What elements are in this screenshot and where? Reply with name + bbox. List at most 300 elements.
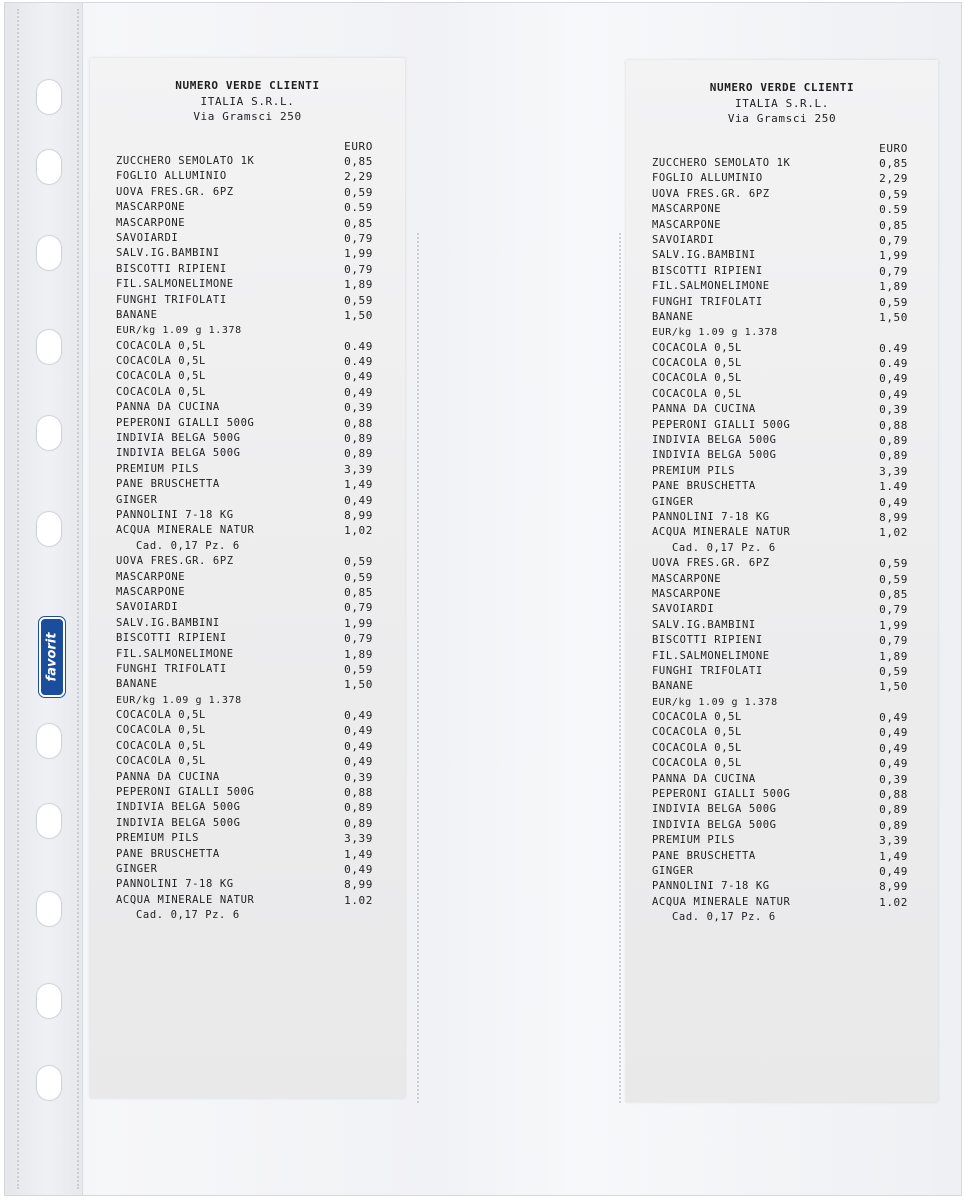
item-price: 1,50: [344, 308, 373, 322]
line-item: [626, 772, 938, 787]
item-name: FIL.SALMONELIMONE: [652, 649, 770, 662]
item-name: ACQUA MINERALE NATUR: [652, 526, 791, 539]
item-name: PANNA DA CUCINA: [116, 770, 220, 783]
favorit-logo: [39, 617, 65, 697]
line-item: [90, 200, 405, 215]
item-price: 0,49: [879, 387, 908, 401]
item-name: EUR/kg 1.09 g 1.378: [116, 325, 242, 337]
punch-hole: [36, 983, 62, 1019]
item-price: 0,39: [879, 772, 908, 786]
item-price: 2,29: [344, 170, 373, 184]
line-item: [626, 218, 938, 233]
item-name: COCACOLA 0,5L: [116, 709, 206, 722]
line-item: [626, 572, 938, 587]
item-list: [626, 156, 938, 926]
line-item: [90, 647, 405, 662]
line-item: [90, 323, 405, 338]
item-price: 1,99: [879, 249, 908, 263]
item-name: PANE BRUSCHETTA: [116, 478, 220, 491]
item-name: MASCARPONE: [652, 218, 722, 231]
item-price: 1.02: [344, 893, 373, 907]
item-name: INDIVIA BELGA 500G: [116, 801, 241, 814]
item-price: 2,29: [879, 172, 908, 186]
line-item: [90, 262, 405, 277]
item-price: 0.59: [344, 201, 373, 215]
punch-hole: [36, 891, 62, 927]
item-name: PANNA DA CUCINA: [652, 403, 756, 416]
item-name: SALV.IG.BAMBINI: [116, 616, 220, 629]
line-item: [90, 800, 405, 815]
line-item: [90, 831, 405, 846]
line-item: [90, 385, 405, 400]
item-price: 1,89: [344, 647, 373, 661]
line-item: [90, 477, 405, 492]
receipt-right: [626, 60, 938, 1102]
item-name: Cad. 0,17 Pz. 6: [136, 539, 240, 552]
item-price: 1,99: [879, 618, 908, 632]
line-item: [90, 493, 405, 508]
line-item: [90, 308, 405, 323]
item-name: BISCOTTI RIPIENI: [652, 634, 763, 647]
item-name: FUNGHI TRIFOLATI: [652, 664, 763, 677]
store-name: NUMERO VERDE CLIENTI: [175, 79, 320, 92]
store-address: Via Gramsci 250: [727, 112, 837, 125]
item-name: COCACOLA 0,5L: [652, 372, 742, 385]
item-name: PANNA DA CUCINA: [652, 772, 756, 785]
item-name: MASCARPONE: [652, 572, 722, 585]
item-price: 0,59: [344, 185, 373, 199]
line-item: [90, 369, 405, 384]
item-name: INDIVIA BELGA 500G: [652, 449, 777, 462]
line-item: [626, 602, 938, 617]
item-name: GINGER: [652, 864, 694, 877]
item-name: COCACOLA 0,5L: [116, 739, 206, 752]
line-item: [626, 233, 938, 248]
item-price: 1,02: [879, 526, 908, 540]
line-item: [626, 618, 938, 633]
item-price: 0,79: [344, 601, 373, 615]
item-name: PEPERONI GIALLI 500G: [652, 418, 791, 431]
item-price: 1,99: [344, 616, 373, 630]
item-price: 1,49: [344, 847, 373, 861]
punch-hole: [36, 329, 62, 365]
line-item: [626, 833, 938, 848]
line-item: [90, 462, 405, 477]
item-price: 1,89: [879, 280, 908, 294]
item-name: UOVA FRES.GR. 6PZ: [116, 555, 234, 568]
item-price: 0,85: [344, 216, 373, 230]
seam-dots: [417, 233, 419, 1103]
item-name: PANNOLINI 7-18 KG: [652, 510, 770, 523]
line-item: [90, 154, 405, 169]
item-price: 0,79: [879, 233, 908, 247]
item-name: PANE BRUSCHETTA: [116, 847, 220, 860]
line-item: [90, 354, 405, 369]
item-price: 0,89: [344, 816, 373, 830]
line-item: [90, 277, 405, 292]
item-name: FUNGHI TRIFOLATI: [116, 293, 227, 306]
line-item: [90, 877, 405, 892]
line-item: [626, 402, 938, 417]
line-item: [90, 185, 405, 200]
line-item: [626, 556, 938, 571]
item-name: COCACOLA 0,5L: [652, 387, 742, 400]
line-item: [626, 541, 938, 556]
item-price: 0,89: [344, 432, 373, 446]
item-price: 0,49: [879, 757, 908, 771]
item-name: BISCOTTI RIPIENI: [116, 632, 227, 645]
line-item: [626, 341, 938, 356]
line-item: [626, 910, 938, 925]
receipt-left: [90, 58, 405, 1098]
item-price: 0,89: [344, 801, 373, 815]
punch-hole: [36, 723, 62, 759]
item-price: 0,85: [344, 155, 373, 168]
line-item: [626, 171, 938, 186]
item-price: 0,49: [344, 709, 373, 723]
item-price: 0,59: [879, 557, 908, 571]
receipt-header: [90, 58, 405, 125]
item-price: 0,59: [879, 572, 908, 586]
punch-hole: [36, 415, 62, 451]
item-price: 0,49: [879, 864, 908, 878]
item-name: PANNOLINI 7-18 KG: [116, 878, 234, 891]
line-item: [626, 418, 938, 433]
line-item: [626, 787, 938, 802]
item-price: 0,49: [879, 495, 908, 509]
company-name: ITALIA S.R.L.: [200, 94, 295, 108]
line-item: [626, 756, 938, 771]
item-price: 0,89: [879, 449, 908, 463]
item-price: 0.49: [879, 357, 908, 371]
line-item: [90, 662, 405, 677]
item-price: 0.49: [879, 341, 908, 355]
currency-label: EURO: [879, 141, 908, 155]
item-price: 1.02: [879, 895, 908, 909]
punched-margin: [5, 3, 83, 1195]
item-name: COCACOLA 0,5L: [116, 385, 206, 398]
item-name: PEPERONI GIALLI 500G: [652, 788, 791, 801]
line-item: [90, 554, 405, 569]
item-name: UOVA FRES.GR. 6PZ: [116, 185, 234, 198]
line-item: [90, 754, 405, 769]
item-price: 0,49: [879, 726, 908, 740]
line-item: [90, 862, 405, 877]
item-price: 0,79: [344, 632, 373, 646]
line-item: [626, 679, 938, 694]
item-name: INDIVIA BELGA 500G: [116, 447, 241, 460]
item-name: FOGLIO ALLUMINIO: [652, 172, 763, 185]
item-price: 0,79: [344, 231, 373, 245]
item-price: 0,39: [344, 770, 373, 784]
line-item: [626, 464, 938, 479]
punch-hole: [36, 235, 62, 271]
line-item: [626, 741, 938, 756]
item-price: 0,88: [879, 788, 908, 802]
item-name: FOGLIO ALLUMINIO: [116, 170, 227, 183]
item-price: 0,59: [879, 295, 908, 309]
item-price: 8,99: [344, 508, 373, 522]
line-item: [626, 725, 938, 740]
line-item: [90, 785, 405, 800]
line-item: [90, 570, 405, 585]
item-price: 1,50: [879, 680, 908, 694]
line-item: [626, 649, 938, 664]
line-item: [626, 295, 938, 310]
item-name: BANANE: [116, 308, 158, 321]
line-item: [626, 802, 938, 817]
item-name: GINGER: [116, 862, 158, 875]
line-item: [626, 818, 938, 833]
item-price: 0,59: [344, 662, 373, 676]
line-item: [626, 356, 938, 371]
item-price: 3,39: [344, 462, 373, 476]
item-price: 0,89: [879, 818, 908, 832]
item-name: COCACOLA 0,5L: [116, 355, 206, 368]
item-name: FIL.SALMONELIMONE: [116, 278, 234, 291]
item-price: 0,88: [879, 418, 908, 432]
item-price: 1,99: [344, 247, 373, 261]
line-item: [90, 246, 405, 261]
item-price: 1,89: [879, 649, 908, 663]
item-price: 0,59: [879, 187, 908, 201]
item-name: COCACOLA 0,5L: [116, 339, 206, 352]
line-item: [90, 523, 405, 538]
line-item: [626, 495, 938, 510]
item-name: COCACOLA 0,5L: [652, 357, 742, 370]
line-item: [90, 893, 405, 908]
item-name: SALV.IG.BAMBINI: [652, 618, 756, 631]
line-item: [90, 693, 405, 708]
item-name: GINGER: [652, 495, 694, 508]
store-address: Via Gramsci 250: [193, 110, 302, 123]
punch-hole: [36, 149, 62, 185]
item-name: ACQUA MINERALE NATUR: [652, 895, 791, 908]
item-price: 0,89: [344, 447, 373, 461]
item-price: 0,79: [879, 264, 908, 278]
item-name: Cad. 0,17 Pz. 6: [136, 909, 240, 922]
perforation-line: [17, 9, 19, 1189]
item-name: FUNGHI TRIFOLATI: [652, 295, 763, 308]
item-price: 3,39: [344, 832, 373, 846]
item-price: 0.49: [344, 339, 373, 353]
item-name: COCACOLA 0,5L: [652, 711, 742, 724]
line-item: [90, 816, 405, 831]
item-price: 0,59: [344, 555, 373, 569]
item-name: EUR/kg 1.09 g 1.378: [116, 694, 242, 706]
line-item: [626, 710, 938, 725]
item-name: SAVOIARDI: [116, 601, 179, 614]
item-name: BISCOTTI RIPIENI: [116, 262, 227, 275]
line-item: [626, 264, 938, 279]
item-price: 0,88: [344, 416, 373, 430]
item-price: 0,49: [879, 741, 908, 755]
item-name: PANNOLINI 7-18 KG: [652, 880, 770, 893]
item-name: PEPERONI GIALLI 500G: [116, 786, 255, 799]
logo-text: favorit: [44, 632, 60, 682]
item-name: MASCARPONE: [116, 570, 186, 583]
line-item: [90, 539, 405, 554]
item-price: 1,49: [344, 478, 373, 492]
line-item: [90, 508, 405, 523]
item-name: FUNGHI TRIFOLATI: [116, 662, 227, 675]
line-item: [626, 479, 938, 494]
item-name: MASCARPONE: [652, 587, 722, 600]
item-name: MASCARPONE: [116, 585, 186, 598]
item-price: 0,88: [344, 786, 373, 800]
item-price: 0,85: [879, 157, 908, 170]
line-item: [90, 708, 405, 723]
item-name: ZUCCHERO SEMOLATO 1K: [116, 155, 255, 167]
perforation-line: [77, 9, 79, 1189]
line-item: [626, 325, 938, 340]
item-price: 0,39: [879, 403, 908, 417]
line-item: [626, 895, 938, 910]
item-name: INDIVIA BELGA 500G: [652, 818, 777, 831]
punch-hole: [36, 803, 62, 839]
line-item: [626, 279, 938, 294]
line-item: [90, 616, 405, 631]
item-price: 0,49: [344, 739, 373, 753]
line-item: [626, 248, 938, 263]
item-name: GINGER: [116, 493, 158, 506]
item-name: Cad. 0,17 Pz. 6: [672, 541, 776, 554]
line-item: [90, 446, 405, 461]
item-name: FIL.SALMONELIMONE: [116, 647, 234, 660]
line-item: [90, 339, 405, 354]
item-name: EUR/kg 1.09 g 1.378: [652, 327, 778, 339]
line-item: [90, 585, 405, 600]
item-name: SALV.IG.BAMBINI: [116, 247, 220, 260]
item-price: 0,49: [344, 385, 373, 399]
receipt-header: [626, 60, 938, 127]
item-name: COCACOLA 0,5L: [652, 341, 742, 354]
item-name: BANANE: [116, 678, 158, 691]
item-name: PANNA DA CUCINA: [116, 401, 220, 414]
line-item: [626, 849, 938, 864]
item-price: 3,39: [879, 464, 908, 478]
item-name: COCACOLA 0,5L: [652, 726, 742, 739]
line-item: [90, 600, 405, 615]
line-item: [626, 156, 938, 171]
item-name: PREMIUM PILS: [116, 462, 200, 475]
item-price: 8,99: [879, 880, 908, 894]
item-price: 1,50: [879, 310, 908, 324]
punch-hole: [36, 511, 62, 547]
item-name: MASCARPONE: [652, 203, 722, 216]
item-name: INDIVIA BELGA 500G: [652, 803, 777, 816]
item-name: PREMIUM PILS: [652, 464, 736, 477]
item-name: INDIVIA BELGA 500G: [116, 816, 241, 829]
item-name: COCACOLA 0,5L: [116, 370, 206, 383]
line-item: [90, 169, 405, 184]
line-item: [90, 723, 405, 738]
line-item: [90, 847, 405, 862]
item-price: 0,89: [879, 434, 908, 448]
item-name: PANNOLINI 7-18 KG: [116, 508, 234, 521]
item-name: COCACOLA 0,5L: [652, 741, 742, 754]
line-item: [626, 187, 938, 202]
line-item: [90, 293, 405, 308]
item-name: COCACOLA 0,5L: [116, 724, 206, 737]
line-item: [626, 633, 938, 648]
line-item: [90, 908, 405, 923]
item-name: INDIVIA BELGA 500G: [652, 434, 777, 447]
line-item: [90, 231, 405, 246]
item-name: COCACOLA 0,5L: [116, 755, 206, 768]
line-item: [90, 739, 405, 754]
item-name: MASCARPONE: [116, 216, 186, 229]
item-name: MASCARPONE: [116, 201, 186, 214]
line-item: [90, 400, 405, 415]
item-price: 8,99: [344, 878, 373, 892]
item-price: 0,79: [879, 634, 908, 648]
item-name: PANE BRUSCHETTA: [652, 849, 756, 862]
item-price: 0,85: [344, 585, 373, 599]
item-price: 8,99: [879, 510, 908, 524]
item-name: ACQUA MINERALE NATUR: [116, 893, 255, 906]
item-price: 0,59: [344, 293, 373, 307]
item-name: ACQUA MINERALE NATUR: [116, 524, 255, 537]
item-name: FIL.SALMONELIMONE: [652, 280, 770, 293]
company-name: ITALIA S.R.L.: [735, 96, 829, 110]
line-item: [90, 631, 405, 646]
line-item: [626, 587, 938, 602]
punch-hole: [36, 79, 62, 115]
item-price: 0.59: [879, 203, 908, 217]
line-item: [90, 416, 405, 431]
item-price: 3,39: [879, 834, 908, 848]
line-item: [626, 695, 938, 710]
currency-label: EURO: [344, 139, 373, 153]
item-price: 1,89: [344, 278, 373, 292]
line-item: [626, 664, 938, 679]
line-item: [90, 431, 405, 446]
line-item: [626, 310, 938, 325]
item-price: 0,59: [879, 664, 908, 678]
item-price: 0,49: [344, 862, 373, 876]
item-price: 1.49: [879, 480, 908, 494]
item-price: 0,79: [879, 603, 908, 617]
line-item: [90, 677, 405, 692]
punch-hole: [36, 1065, 62, 1101]
item-name: PEPERONI GIALLI 500G: [116, 416, 255, 429]
item-name: EUR/kg 1.09 g 1.378: [652, 696, 778, 708]
item-price: 0,79: [344, 262, 373, 276]
item-name: BANANE: [652, 680, 694, 693]
store-name: NUMERO VERDE CLIENTI: [709, 81, 855, 94]
item-list: [90, 154, 405, 924]
line-item: [90, 216, 405, 231]
item-name: COCACOLA 0,5L: [652, 757, 742, 770]
line-item: [626, 879, 938, 894]
item-price: 0,85: [879, 218, 908, 232]
item-price: 0.49: [344, 355, 373, 369]
item-price: 1,50: [344, 678, 373, 692]
item-name: Cad. 0,17 Pz. 6: [672, 911, 776, 924]
line-item: [626, 525, 938, 540]
item-price: 0,49: [344, 370, 373, 384]
item-price: 0,49: [879, 711, 908, 725]
line-item: [626, 864, 938, 879]
line-item: [626, 510, 938, 525]
line-item: [626, 202, 938, 217]
item-price: 0,59: [344, 570, 373, 584]
item-name: UOVA FRES.GR. 6PZ: [652, 557, 770, 570]
item-name: SAVOIARDI: [116, 231, 179, 244]
item-price: 1,49: [879, 849, 908, 863]
item-price: 0,49: [344, 755, 373, 769]
